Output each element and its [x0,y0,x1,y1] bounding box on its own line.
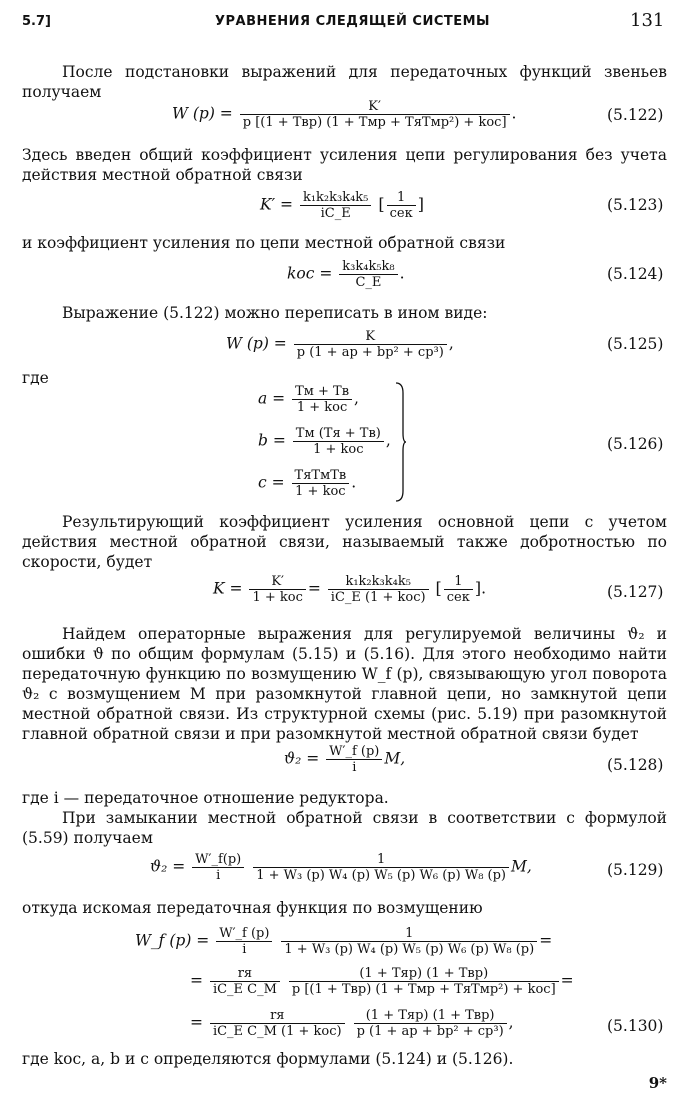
eq127-unit-den: сек [446,590,470,605]
where-label: где [22,369,49,387]
eq130-l1-fraction-1 [216,926,272,957]
eq130-l3-denominator-2: p (1 + ap + bp² + cp³) [356,1024,504,1039]
eq127-fraction-2 [328,574,429,605]
paragraph-1: После подстановки выражений для передаточных функций звеньев получаем [22,63,667,101]
eq125-fraction [294,329,447,360]
eq122-denominator: p [(1 + Tвp) (1 + Tмp + TяTмp²) + kос] [242,115,507,130]
eq129-numerator-1: W′_f(p) [192,852,244,868]
eq125-tail: , [448,334,454,353]
eq125-numerator: K [294,329,447,345]
section-number: 5.7] [22,14,51,29]
eq126b-tail: , [385,431,391,450]
page-number: 131 [630,10,665,31]
paragraph-6: Найдем операторные выражения для регулируемой величины ϑ₂ и ошибки ϑ по общим формулам (5.15) и (5.16). Для этого необходимо найти передаточную функцию по возмущению W_f (p), связывающую угол поворота ϑ₂ с возмущением M при разомкнутой главной цепи, но замкнутой цепи местной обратной связи. Из структурной схемы (рис. 5.19) при разомкнутой главной обратной связи и при разомкнутой местной обратной связи будет [22,625,667,743]
eq126b-denominator: 1 + kос [313,442,364,457]
eq127-equals: = [307,579,321,598]
eq128-numerator: W′_f (p) [326,744,382,760]
eq130-l3-fraction-2 [354,1008,507,1039]
eq123-numerator: k₁k₂k₃k₄k₅ [300,190,371,206]
eq-number-5-123: (5.123) [607,196,664,214]
paragraph-5: Результирующий коэффициент усиления основной цепи с учетом действия местной обратной связи, называемый также добротностью по скорости, будет [22,513,667,571]
eq123-right-bracket: ] [417,194,424,214]
signature-mark: 9* [648,1074,667,1092]
eq130-lhs: W_f (p) = [135,931,210,950]
eq129-fraction-1 [192,852,244,883]
right-brace [394,381,406,503]
equation-5-129 [150,852,532,883]
paragraph-8: При замыкании местной обратной связи в соответствии с формулой (5.59) получаем [22,809,667,847]
eq124-tail: . [399,264,405,283]
equation-5-123 [260,190,424,221]
eq129-denominator-1: i [216,868,221,883]
eq124-lhs: kос = [287,264,333,283]
eq130-l3-numerator-2: (1 + Tяp) (1 + Tвp) [354,1008,507,1024]
equation-5-127 [213,574,486,605]
eq130-l3-denominator-1: iC_E C_M (1 + kос) [212,1024,342,1039]
eq130-l2-denominator-1: iC_E C_M [212,982,277,997]
eq127-unit-num: 1 [444,574,473,590]
paragraph-10: где kос, a, b и c определяются формулами (5.124) и (5.126). [22,1050,514,1068]
eq130-l2-denominator-2: p [(1 + Tвp) (1 + Tмp + TяTмp²) + kос] [291,982,556,997]
equation-5-122 [172,99,516,130]
eq126c-fraction [292,468,350,499]
paragraph-7: где i — передаточное отношение редуктора. [22,789,389,807]
eq122-lhs: W (p) = [172,104,233,123]
eq-number-5-127: (5.127) [607,583,664,601]
eq126a-numerator: Tм + Tв [292,384,352,400]
eq126a-fraction [292,384,352,415]
eq-number-5-129: (5.129) [607,861,664,879]
eq128-denominator: i [352,760,357,775]
eq126a-lhs: a = [258,389,286,408]
eq122-numerator: K′ [240,99,510,115]
eq126c-tail: . [351,473,357,492]
eq126b-lhs: b = [258,431,286,450]
eq123-unit-num: 1 [387,190,416,206]
equation-5-128 [284,744,405,775]
equation-5-126-c [258,468,356,499]
eq129-lhs: ϑ₂ = [150,857,186,876]
eq130-l2-tail: = [560,971,574,990]
equation-5-125 [226,329,454,360]
eq130-l1-fraction-2 [281,926,537,957]
eq127-denominator-1: 1 + kос [252,590,303,605]
eq-number-5-130: (5.130) [607,1017,664,1035]
eq-number-5-126: (5.126) [607,435,664,453]
eq128-tail: M, [384,749,406,768]
eq129-fraction-2 [253,852,509,883]
equation-5-126-a [258,384,359,415]
eq130-l2-lead: = [190,971,203,990]
eq123-left-bracket: [ [378,194,385,214]
eq123-unit-den: сек [389,206,413,221]
eq130-l1-tail: = [539,931,553,950]
eq124-denominator: C_E [355,275,382,290]
eq125-denominator: p (1 + ap + bp² + cp³) [296,345,444,360]
eq122-tail: . [511,104,517,123]
eq128-fraction [326,744,382,775]
eq130-l3-lead: = [190,1013,203,1032]
eq130-l3-numerator-1: rя [210,1008,345,1024]
eq127-right-bracket: ] [474,578,482,598]
eq130-l3-tail: , [508,1013,514,1032]
eq127-lhs: K = [213,579,243,598]
eq130-l1-numerator-1: W′_f (p) [216,926,272,942]
eq-number-5-124: (5.124) [607,265,664,283]
eq129-numerator-2: 1 [253,852,509,868]
eq127-numerator-1: K′ [249,574,305,590]
equation-5-124 [287,259,405,290]
eq123-denominator: iC_E [320,206,351,221]
eq130-l1-denominator-2: 1 + W₃ (p) W₄ (p) W₅ (p) W₆ (p) W₈ (p) [284,942,535,957]
eq125-lhs: W (p) = [226,334,287,353]
eq124-fraction [339,259,397,290]
eq127-numerator-2: k₁k₂k₃k₄k₅ [328,574,429,590]
eq123-lhs: K′ = [260,195,294,214]
eq-number-5-122: (5.122) [607,106,664,124]
eq130-l1-denominator-1: i [242,942,247,957]
eq129-denominator-2: 1 + W₃ (p) W₄ (p) W₅ (p) W₆ (p) W₈ (p) [256,868,506,883]
eq126c-denominator: 1 + kос [295,484,346,499]
equation-5-130-line-1 [135,926,552,957]
eq-number-5-125: (5.125) [607,335,664,353]
eq124-numerator: k₃k₄k₅k₈ [339,259,397,275]
equation-5-130-line-3 [190,1008,514,1039]
eq130-l2-fraction-1 [210,966,280,997]
eq129-tail: M, [511,857,532,876]
eq127-left-bracket: [ [435,578,442,598]
eq126c-numerator: TяTмTв [292,468,350,484]
eq126a-denominator: 1 + kос [296,400,348,415]
eq126a-tail: , [354,389,359,408]
paragraph-9: откуда искомая передаточная функция по возмущению [22,899,483,917]
paragraph-4: Выражение (5.122) можно переписать в ином виде: [62,304,488,322]
equation-5-126-b [258,426,391,457]
eq122-fraction [240,99,510,130]
eq123-unit [387,190,416,221]
equation-5-130-line-2 [190,966,574,997]
eq130-l2-numerator-1: rя [210,966,280,982]
eq123-fraction [300,190,371,221]
paragraph-2: Здесь введен общий коэффициент усиления цепи регулирования без учета действия местной обратной связи [22,146,667,184]
running-title: УРАВНЕНИЯ СЛЕДЯЩЕЙ СИСТЕМЫ [215,14,491,29]
eq127-unit [444,574,473,605]
eq127-denominator-2: iC_E (1 + kос) [330,590,426,605]
eq130-l1-numerator-2: 1 [281,926,537,942]
eq126b-numerator: Tм (Tя + Tв) [293,426,384,442]
eq-number-5-128: (5.128) [607,756,664,774]
paragraph-3: и коэффициент усиления по цепи местной обратной связи [22,234,506,252]
eq127-fraction-1 [249,574,305,605]
eq130-l3-fraction-1 [210,1008,345,1039]
eq130-l2-fraction-2 [289,966,559,997]
eq127-tail: . [481,579,487,598]
eq126b-fraction [293,426,384,457]
eq128-lhs: ϑ₂ = [284,749,320,768]
eq130-l2-numerator-2: (1 + Tяp) (1 + Tвp) [289,966,559,982]
eq126c-lhs: c = [258,473,285,492]
